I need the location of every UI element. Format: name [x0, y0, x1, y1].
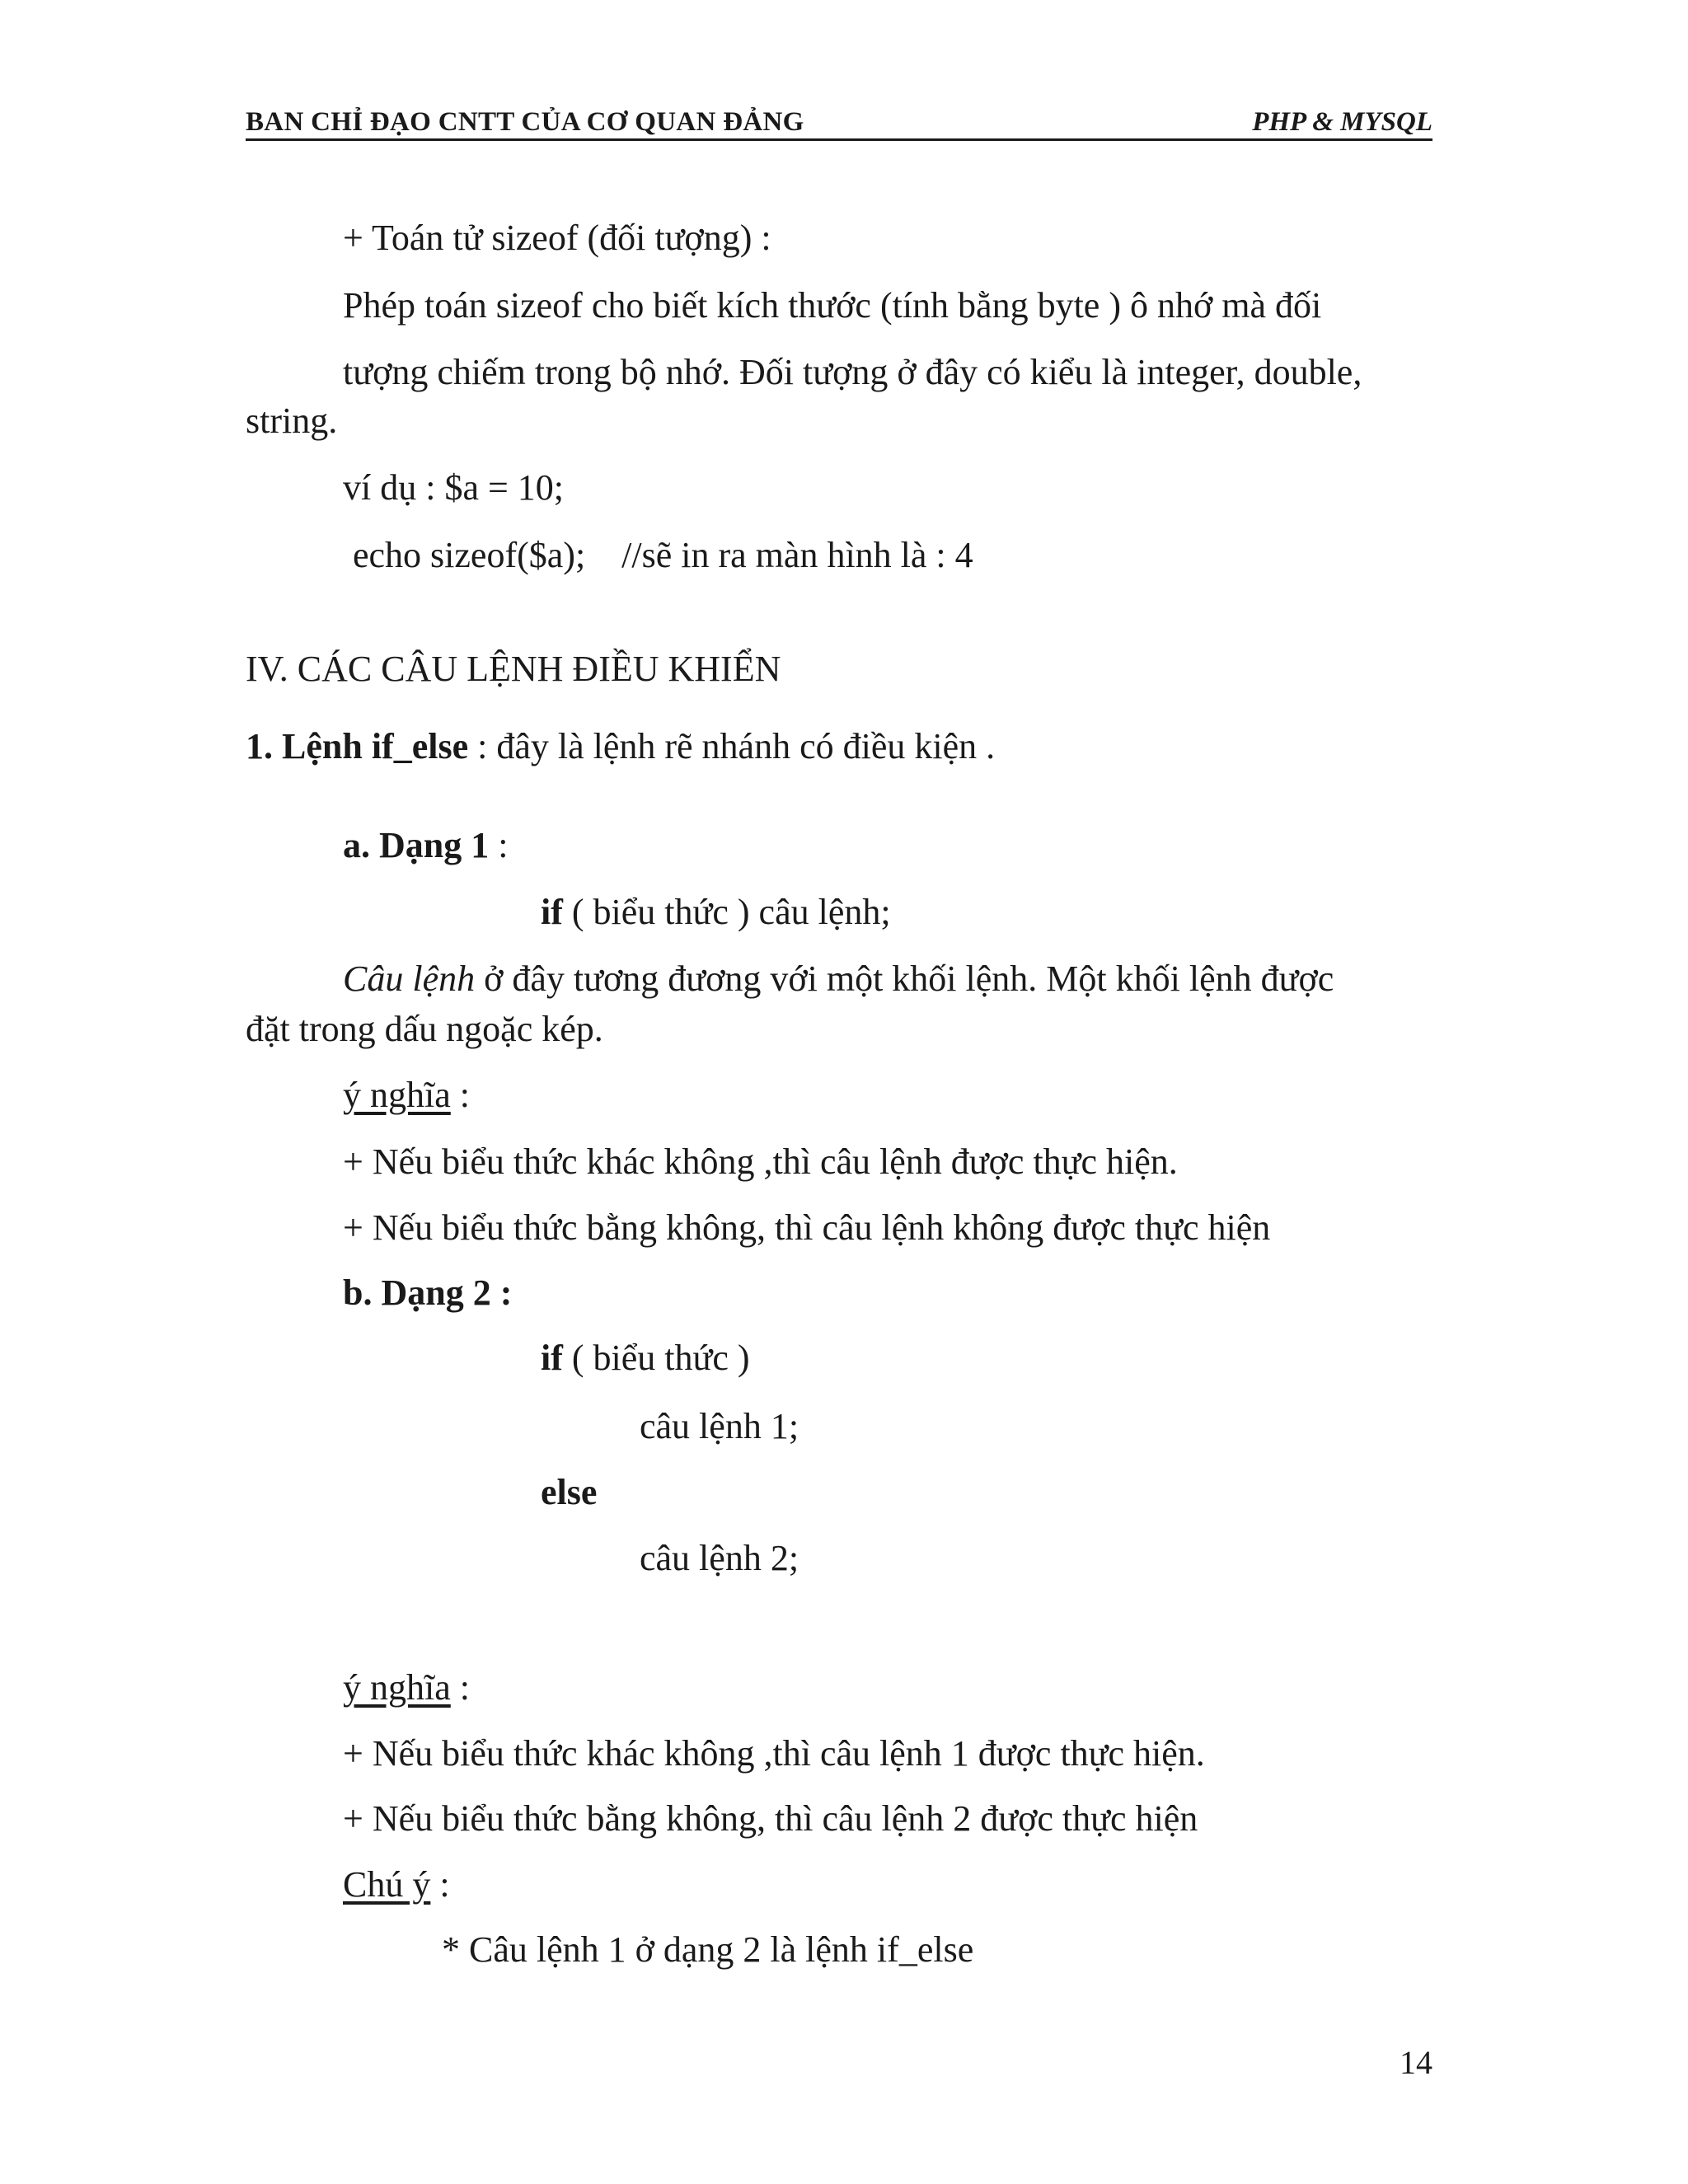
- form-1-if-keyword: if: [541, 892, 563, 932]
- header-organization: BAN CHỈ ĐẠO CNTT CỦA CƠ QUAN ĐẢNG: [246, 107, 804, 137]
- form-2-meaning-1: + Nếu biểu thức khác không ,thì câu lệnh 1 được thực hiện.: [343, 1733, 1205, 1774]
- form-1-meaning-2: + Nếu biểu thức bằng không, thì câu lệnh không được thực hiện: [343, 1207, 1271, 1248]
- form-2-meaning-heading: [343, 1666, 470, 1710]
- if-else-desc: : đây là lệnh rẽ nhánh có điều kiện .: [468, 726, 996, 766]
- form-2-note-heading: [343, 1863, 450, 1907]
- header-subject: PHP & MYSQL: [1252, 107, 1432, 137]
- form-2-if-keyword: if: [541, 1338, 563, 1378]
- form-2-meaning-2: + Nếu biểu thức bằng không, thì câu lệnh 2 được thực hiện: [343, 1798, 1198, 1839]
- if-else-label: 1. Lệnh if_else: [246, 726, 469, 766]
- form-1-meaning-heading: [343, 1073, 470, 1118]
- form-1-meaning-1: + Nếu biểu thức khác không ,thì câu lệnh được thực hiện.: [343, 1141, 1178, 1182]
- form-1-note-rest: ở đây tương đương với một khối lệnh. Một khối lệnh được: [475, 958, 1334, 999]
- section-heading: IV. CÁC CÂU LỆNH ĐIỀU KHIỂN: [246, 649, 781, 689]
- form-2-note-1: * Câu lệnh 1 ở dạng 2 là lệnh if_else: [442, 1929, 974, 1970]
- form-1-note: [343, 957, 1334, 1001]
- form-2-code-if: [541, 1336, 750, 1380]
- form-2-meaning-label: ý nghĩa: [343, 1667, 451, 1708]
- form-1-code: [541, 890, 891, 935]
- form-1-heading: [343, 823, 508, 868]
- form-1-label: a. Dạng 1: [343, 825, 490, 865]
- form-2-meaning-suffix: :: [450, 1667, 470, 1708]
- form-2-heading: b. Dạng 2 :: [343, 1272, 513, 1313]
- page-number: 14: [1400, 2044, 1432, 2081]
- form-2-note-suffix: :: [430, 1864, 450, 1905]
- form-2-statement-1: câu lệnh 1;: [640, 1406, 799, 1446]
- page-header: [246, 105, 1432, 141]
- if-else-intro: [246, 724, 995, 769]
- form-1-label-suffix: :: [489, 825, 509, 865]
- form-1-meaning-suffix: :: [450, 1075, 470, 1115]
- sizeof-desc-line-2: tượng chiếm trong bộ nhớ. Đối tượng ở đây có kiểu là integer, double,: [343, 352, 1362, 392]
- form-1-meaning-label: ý nghĩa: [343, 1075, 451, 1115]
- sizeof-desc-line-3: string.: [246, 401, 338, 441]
- form-2-note-label: Chú ý: [343, 1864, 431, 1905]
- form-2-statement-2: câu lệnh 2;: [640, 1538, 799, 1578]
- sizeof-title: + Toán tử sizeof (đối tượng) :: [343, 218, 771, 258]
- sizeof-example-line-2: echo sizeof($a); //sẽ in ra màn hình là : 4: [353, 535, 973, 575]
- form-1-code-rest: ( biểu thức ) câu lệnh;: [562, 892, 891, 932]
- sizeof-example-line-1: ví dụ : $a = 10;: [343, 467, 565, 508]
- form-2-condition: ( biểu thức ): [562, 1338, 750, 1378]
- form-1-note-italic: Câu lệnh: [343, 958, 476, 999]
- form-2-else-keyword: else: [541, 1472, 598, 1512]
- sizeof-desc-line-1: Phép toán sizeof cho biết kích thước (tính bằng byte ) ô nhớ mà đối: [343, 285, 1322, 326]
- form-1-note-line-2: đặt trong dấu ngoặc kép.: [246, 1009, 603, 1049]
